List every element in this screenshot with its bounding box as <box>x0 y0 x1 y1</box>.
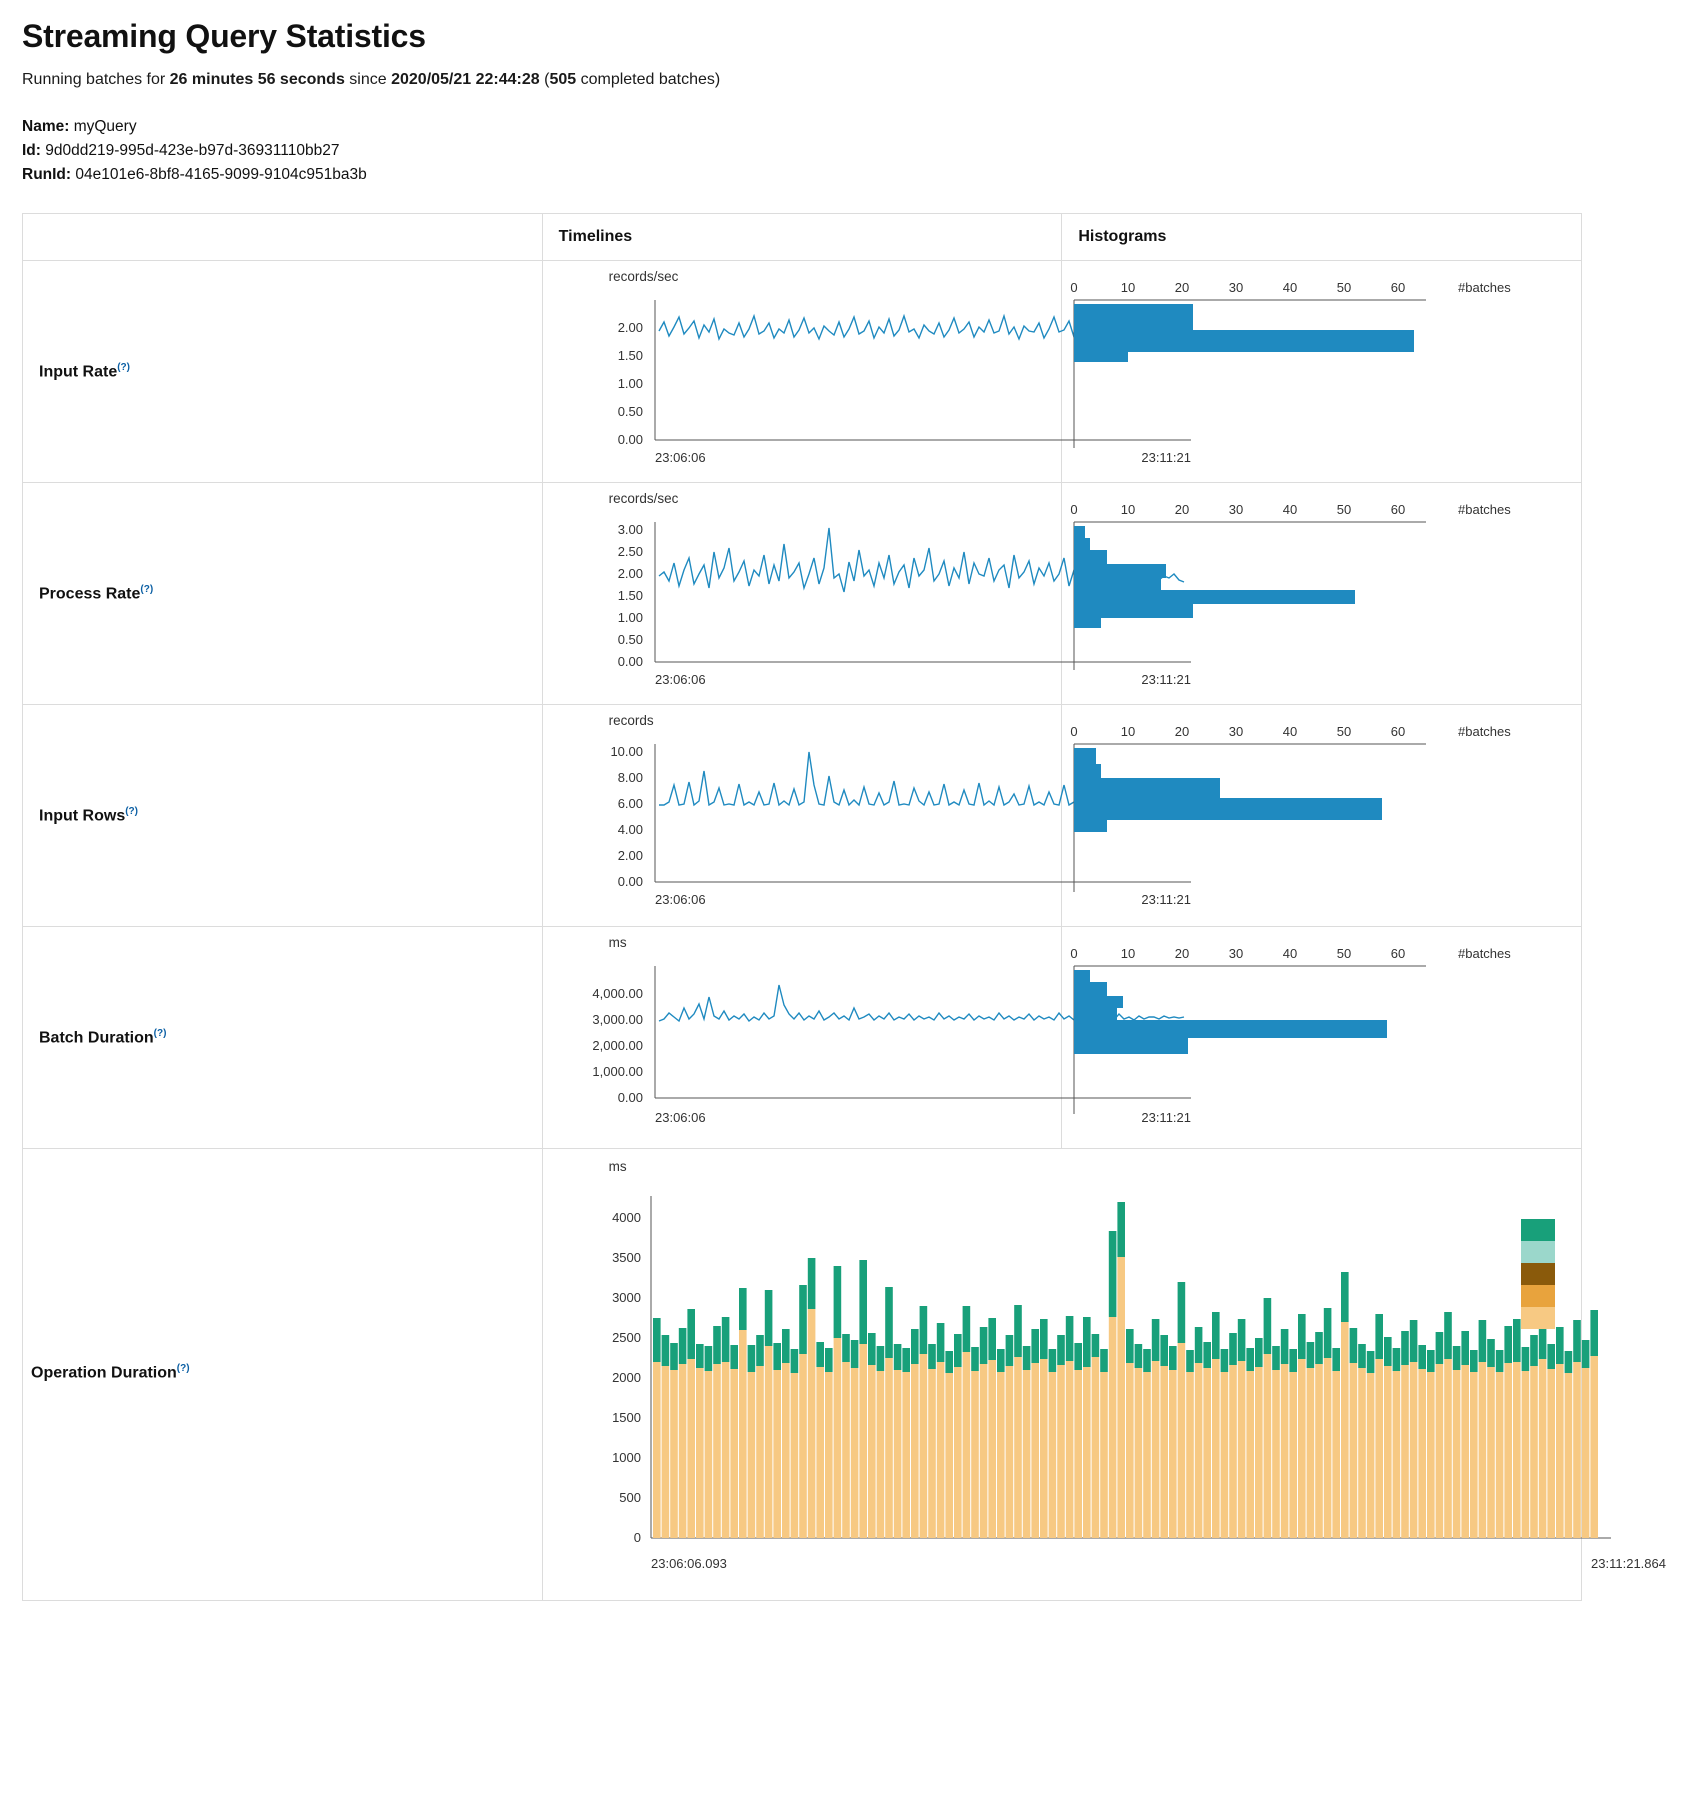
svg-text:2.00: 2.00 <box>617 848 643 864</box>
page-title: Streaming Query Statistics <box>22 18 426 54</box>
svg-text:1500: 1500 <box>611 1410 641 1426</box>
timeline-end-time: 23:11:21 <box>1141 672 1191 688</box>
row-label-operation-duration <box>23 1149 543 1601</box>
svg-text:0.50: 0.50 <box>617 632 643 648</box>
row-label-batch-duration <box>23 927 543 1149</box>
row-label-text: Operation Duration <box>31 1364 177 1382</box>
row-label-text: Input Rows <box>39 807 126 825</box>
legend-swatch-triggerexecution[interactable] <box>1521 1307 1555 1329</box>
svg-text:60: 60 <box>1391 945 1406 961</box>
svg-text:60: 60 <box>1391 501 1406 517</box>
query-name-value: myQuery <box>73 118 137 135</box>
svg-text:1.00: 1.00 <box>617 610 643 626</box>
timeline-input-rate <box>542 261 1191 483</box>
svg-text:3000: 3000 <box>611 1290 641 1306</box>
svg-text:50: 50 <box>1337 945 1352 961</box>
histogram-axis-label: #batches <box>1458 945 1512 961</box>
operation-duration-chartwrap <box>551 1159 1666 1586</box>
histogram-process-rate <box>1062 483 1582 705</box>
svg-text:50: 50 <box>1337 501 1352 517</box>
svg-text:50: 50 <box>1337 279 1352 295</box>
svg-text:8.00: 8.00 <box>617 770 643 786</box>
svg-text:0: 0 <box>1070 945 1078 961</box>
svg-text:20: 20 <box>1175 723 1190 739</box>
svg-text:0.50: 0.50 <box>617 404 643 420</box>
operation-duration-cell <box>542 1149 1666 1601</box>
svg-text:6.00: 6.00 <box>617 796 643 812</box>
since-timestamp: 2020/05/21 22:44:28 <box>391 71 540 88</box>
statistics-table <box>22 213 1666 1601</box>
svg-text:2000: 2000 <box>611 1370 641 1386</box>
query-runid-value: 04e101e6-8bf8-4165-9099-9104c951ba3b <box>75 166 367 184</box>
since-word: since <box>344 71 392 88</box>
row-label-process-rate <box>23 483 543 705</box>
svg-text:40: 40 <box>1283 279 1298 295</box>
query-name-row <box>22 115 1671 139</box>
svg-text:3,000.00: 3,000.00 <box>592 1012 643 1028</box>
svg-text:20: 20 <box>1175 279 1190 295</box>
query-metadata <box>22 115 1671 187</box>
histogram-axis-label: #batches <box>1458 279 1512 295</box>
table-row <box>23 261 1582 483</box>
svg-text:500: 500 <box>618 1490 641 1506</box>
operation-start-time: 23:06:06.093 <box>650 1556 727 1572</box>
svg-text:3.00: 3.00 <box>617 522 643 538</box>
svg-text:10: 10 <box>1121 723 1136 739</box>
running-prefix: Running batches for <box>22 71 170 88</box>
svg-text:10: 10 <box>1121 501 1136 517</box>
table-header-row <box>23 214 1582 261</box>
legend-swatch-addbatch[interactable] <box>1521 1219 1555 1241</box>
timeline-start-time: 23:06:06 <box>654 450 706 466</box>
svg-text:2,000.00: 2,000.00 <box>592 1038 643 1054</box>
help-icon[interactable]: (?) <box>140 583 154 595</box>
query-id-label: Id: <box>22 142 41 160</box>
svg-text:3500: 3500 <box>611 1250 641 1266</box>
table-row <box>23 705 1582 927</box>
svg-text:30: 30 <box>1229 279 1244 295</box>
svg-text:0.00: 0.00 <box>617 874 643 890</box>
svg-text:30: 30 <box>1229 723 1244 739</box>
svg-text:1.00: 1.00 <box>617 376 643 392</box>
svg-text:40: 40 <box>1283 501 1298 517</box>
query-runid-label: RunId: <box>22 166 72 184</box>
timeline-unit-label: ms <box>608 935 627 951</box>
svg-text:30: 30 <box>1229 945 1244 961</box>
timeline-unit-label: records/sec <box>608 269 679 285</box>
legend-swatch-latestoffset[interactable] <box>1521 1263 1555 1285</box>
row-label-input-rate <box>23 261 543 483</box>
svg-text:1.50: 1.50 <box>617 588 643 604</box>
timeline-process-rate <box>542 483 1191 705</box>
timeline-end-time: 23:11:21 <box>1141 1110 1191 1126</box>
svg-text:1000: 1000 <box>611 1450 641 1466</box>
svg-text:0: 0 <box>1070 501 1078 517</box>
timeline-input-rows <box>542 705 1191 927</box>
svg-text:30: 30 <box>1229 501 1244 517</box>
process-rate-histogram-chart <box>1066 500 1666 690</box>
svg-text:60: 60 <box>1391 723 1406 739</box>
operation-duration-legend[interactable] <box>1521 1219 1555 1329</box>
svg-text:0.00: 0.00 <box>617 432 643 448</box>
timeline-batch-duration <box>542 927 1191 1149</box>
timeline-end-time: 23:11:21 <box>1141 892 1191 908</box>
query-id-value: 9d0dd219-995d-423e-b97d-36931110bb27 <box>45 142 340 160</box>
operation-end-time: 23:11:21.864 <box>1590 1556 1666 1572</box>
svg-text:0.00: 0.00 <box>617 654 643 670</box>
row-label-text: Process Rate <box>39 585 141 603</box>
header-histograms: Histograms <box>1062 214 1582 261</box>
svg-text:10: 10 <box>1121 279 1136 295</box>
row-label-text: Input Rate <box>39 363 118 381</box>
svg-text:10: 10 <box>1121 945 1136 961</box>
header-blank <box>23 214 543 261</box>
svg-text:20: 20 <box>1175 501 1190 517</box>
legend-swatch-queryplanning[interactable] <box>1521 1285 1555 1307</box>
completed-batches-text: completed batches) <box>576 71 721 88</box>
svg-text:40: 40 <box>1283 723 1298 739</box>
svg-text:40: 40 <box>1283 945 1298 961</box>
input-rows-histogram-chart <box>1066 722 1666 912</box>
table-row <box>23 927 1582 1149</box>
svg-text:1,000.00: 1,000.00 <box>592 1064 643 1080</box>
timeline-unit-label: records/sec <box>608 491 679 507</box>
svg-text:2.00: 2.00 <box>617 320 643 336</box>
histogram-axis-label: #batches <box>1458 723 1512 739</box>
svg-text:2500: 2500 <box>611 1330 641 1346</box>
svg-text:2.50: 2.50 <box>617 544 643 560</box>
svg-text:50: 50 <box>1337 723 1352 739</box>
svg-text:1.50: 1.50 <box>617 348 643 364</box>
svg-text:4000: 4000 <box>611 1210 641 1226</box>
help-icon[interactable]: (?) <box>125 805 138 817</box>
row-label-input-rows <box>23 705 543 927</box>
header-timelines: Timelines <box>542 214 1062 261</box>
query-id-row <box>22 139 1671 163</box>
table-row <box>23 483 1582 705</box>
svg-text:2.00: 2.00 <box>617 566 643 582</box>
query-runid-row <box>22 163 1671 187</box>
timeline-unit-label: ms <box>608 1159 627 1175</box>
svg-text:20: 20 <box>1175 945 1190 961</box>
histogram-axis-label: #batches <box>1458 501 1512 517</box>
help-icon[interactable]: (?) <box>176 1362 190 1374</box>
table-row <box>23 1149 1582 1601</box>
row-label-text: Batch Duration <box>39 1029 154 1047</box>
timeline-unit-label: records <box>608 713 654 729</box>
timeline-start-time: 23:06:06 <box>654 672 706 688</box>
svg-text:0: 0 <box>633 1530 641 1546</box>
batch-duration-histogram-chart <box>1066 944 1666 1134</box>
svg-text:0.00: 0.00 <box>617 1090 643 1106</box>
input-rate-histogram-chart <box>1066 278 1666 468</box>
histogram-input-rate <box>1062 261 1582 483</box>
legend-swatch-getbatch[interactable] <box>1521 1241 1555 1263</box>
query-name-label: Name: <box>22 118 70 135</box>
operation-duration-bars <box>653 1202 1598 1538</box>
running-batches-summary <box>22 71 1671 89</box>
svg-text:60: 60 <box>1391 279 1406 295</box>
timeline-end-time: 23:11:21 <box>1141 450 1191 466</box>
svg-text:10.00: 10.00 <box>610 744 643 760</box>
svg-text:4.00: 4.00 <box>617 822 643 838</box>
histogram-batch-duration <box>1062 927 1582 1149</box>
timeline-start-time: 23:06:06 <box>654 1110 706 1126</box>
timeline-start-time: 23:06:06 <box>654 892 706 908</box>
svg-text:0: 0 <box>1070 279 1078 295</box>
svg-text:0: 0 <box>1070 723 1078 739</box>
help-icon[interactable]: (?) <box>117 361 130 373</box>
help-icon[interactable]: (?) <box>153 1027 167 1039</box>
completed-batch-count: 505 <box>549 71 577 88</box>
svg-text:4,000.00: 4,000.00 <box>592 986 643 1002</box>
histogram-input-rows <box>1062 705 1582 927</box>
running-duration: 26 minutes 56 seconds <box>169 71 345 88</box>
batches-open-paren: ( <box>539 71 550 88</box>
